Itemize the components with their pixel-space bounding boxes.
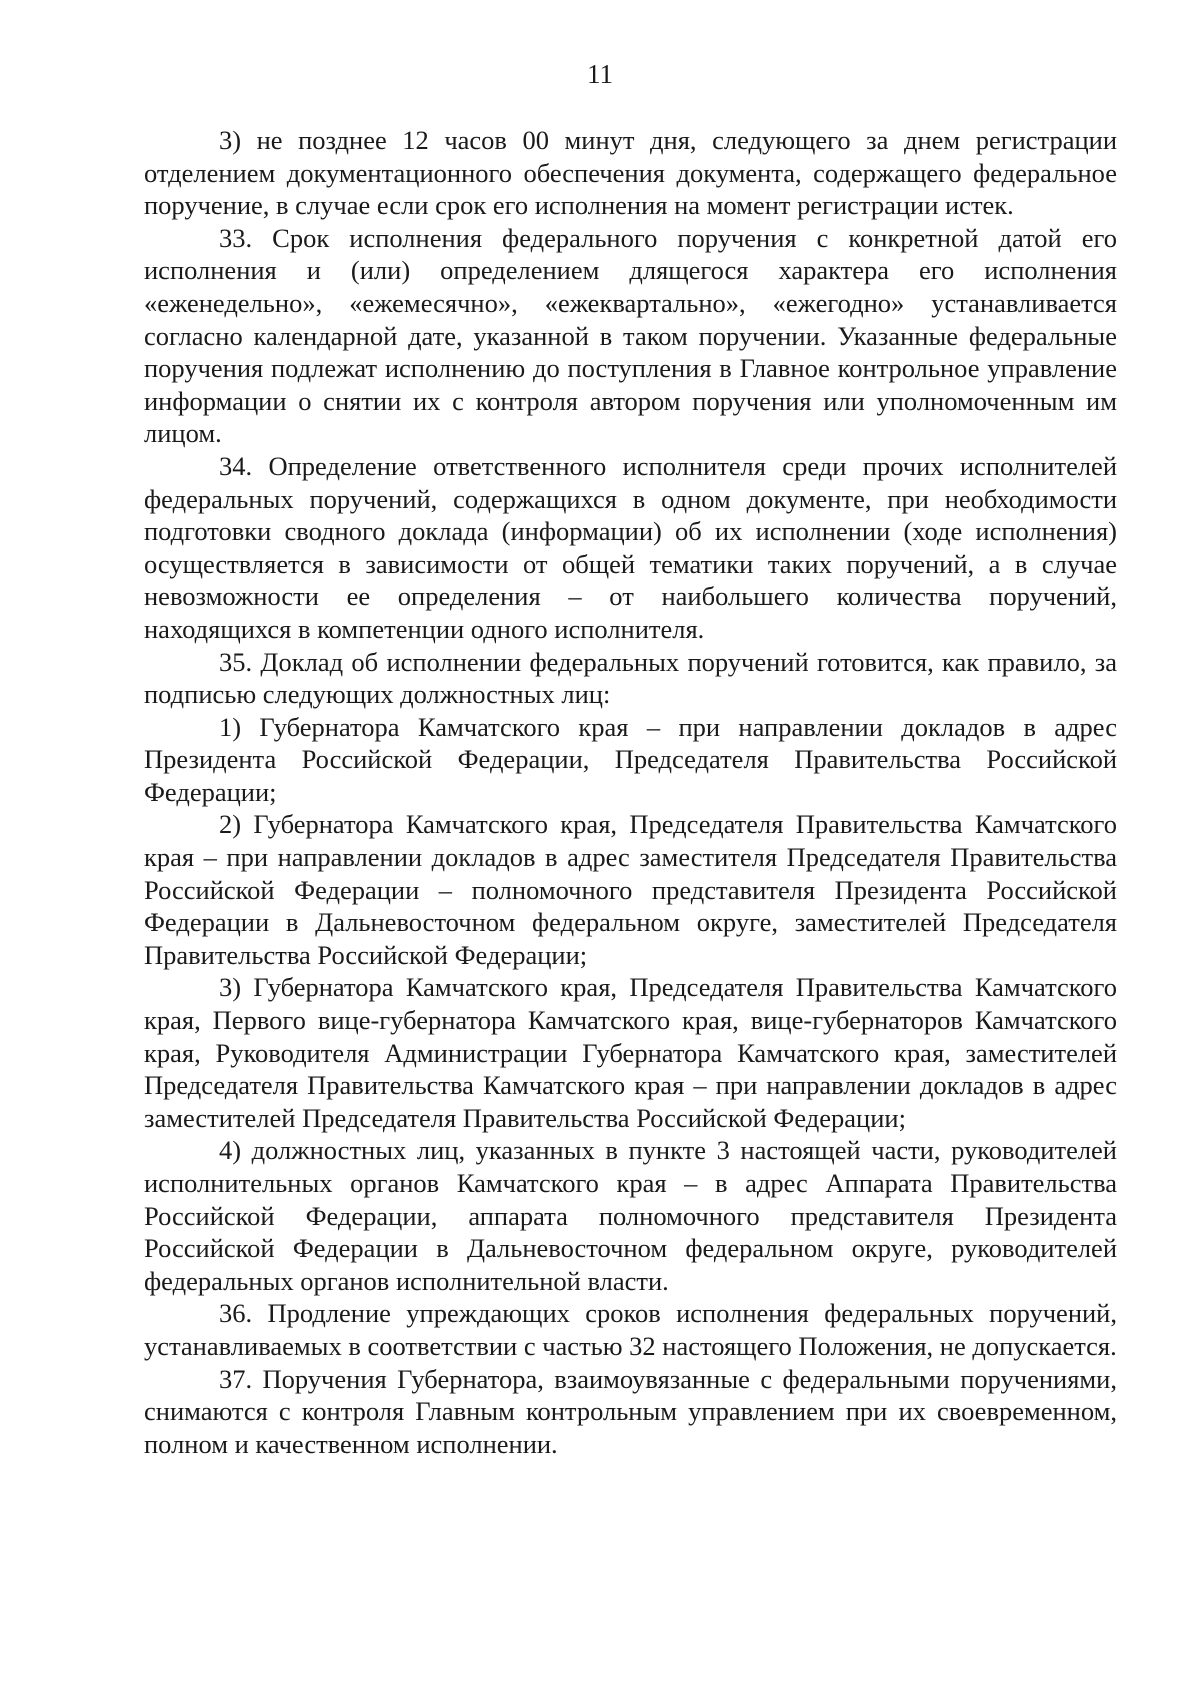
paragraph-36: 36. Продление упреждающих сроков исполнения федеральных поручений, устанавливаемых в соответствии с частью 32 настоящего Положения, не допускается. bbox=[144, 1298, 1117, 1361]
paragraph-item-3: 3) не позднее 12 часов 00 минут дня, следующего за днем регистрации отделением документационного обеспечения документа, содержащего федеральное поручение, в случае если срок его исполнения на момент регистрации истек. bbox=[144, 125, 1117, 221]
paragraph-37: 37. Поручения Губернатора, взаимоувязанные с федеральными поручениями, снимаются с контроля Главным контрольным управлением при их своевременном, полном и качественном исполнении. bbox=[144, 1363, 1117, 1459]
paragraph-33: 33. Срок исполнения федерального поручения с конкретной датой его исполнения и (или) определением длящегося характера его исполнения «еженедельно», «ежемесячно», «ежеквартально», «ежегодно» устанавливается согласно календарной дате, указанной в таком поручении. Указанные федеральные поручения подлежат исполнению до поступления в Главное контрольное управление информации о снятии их с контроля автором поручения или уполномоченным им лицом. bbox=[144, 222, 1117, 449]
paragraph-35: 35. Доклад об исполнении федеральных поручений готовится, как правило, за подписью следующих должностных лиц: bbox=[144, 646, 1117, 710]
paragraph-34: 34. Определение ответственного исполнителя среди прочих исполнителей федеральных поручений, содержащихся в одном документе, при необходимости подготовки сводного доклада (информации) об их исполнении (ходе исполнения) осуществляется в зависимости от общей тематики таких поручений, а в случае невозможности ее определения – от наибольшего количества поручений, находящихся в компетенции одного исполнителя. bbox=[144, 450, 1117, 644]
document-body bbox=[144, 124, 1117, 1460]
paragraph-35-item-1: 1) Губернатора Камчатского края – при направлении докладов в адрес Президента Российской Федерации, Председателя Правительства Российской Федерации; bbox=[144, 711, 1117, 807]
paragraph-35-item-3: 3) Губернатора Камчатского края, Председателя Правительства Камчатского края, Первого вице-губернатора Камчатского края, вице-губернаторов Камчатского края, Руководителя Администрации Губернатора Камчатского края, заместителей Председателя Правительства Камчатского края – при направлении докладов в адрес заместителей Председателя Правительства Российской Федерации; bbox=[144, 972, 1117, 1133]
paragraph-35-item-2: 2) Губернатора Камчатского края, Председателя Правительства Камчатского края – при направлении докладов в адрес заместителя Председателя Правительства Российской Федерации – полномочного представителя Президента Российской Федерации в Дальневосточном федеральном округе, заместителей Председателя Правительства Российской Федерации; bbox=[144, 809, 1117, 970]
paragraph-35-item-4: 4) должностных лиц, указанных в пункте 3 настоящей части, руководителей исполнительных органов Камчатского края – в адрес Аппарата Правительства Российской Федерации, аппарата полномочного представителя Президента Российской Федерации в Дальневосточном федеральном округе, руководителей федеральных органов исполнительной власти. bbox=[144, 1135, 1117, 1296]
page-number: 11 bbox=[587, 59, 613, 89]
